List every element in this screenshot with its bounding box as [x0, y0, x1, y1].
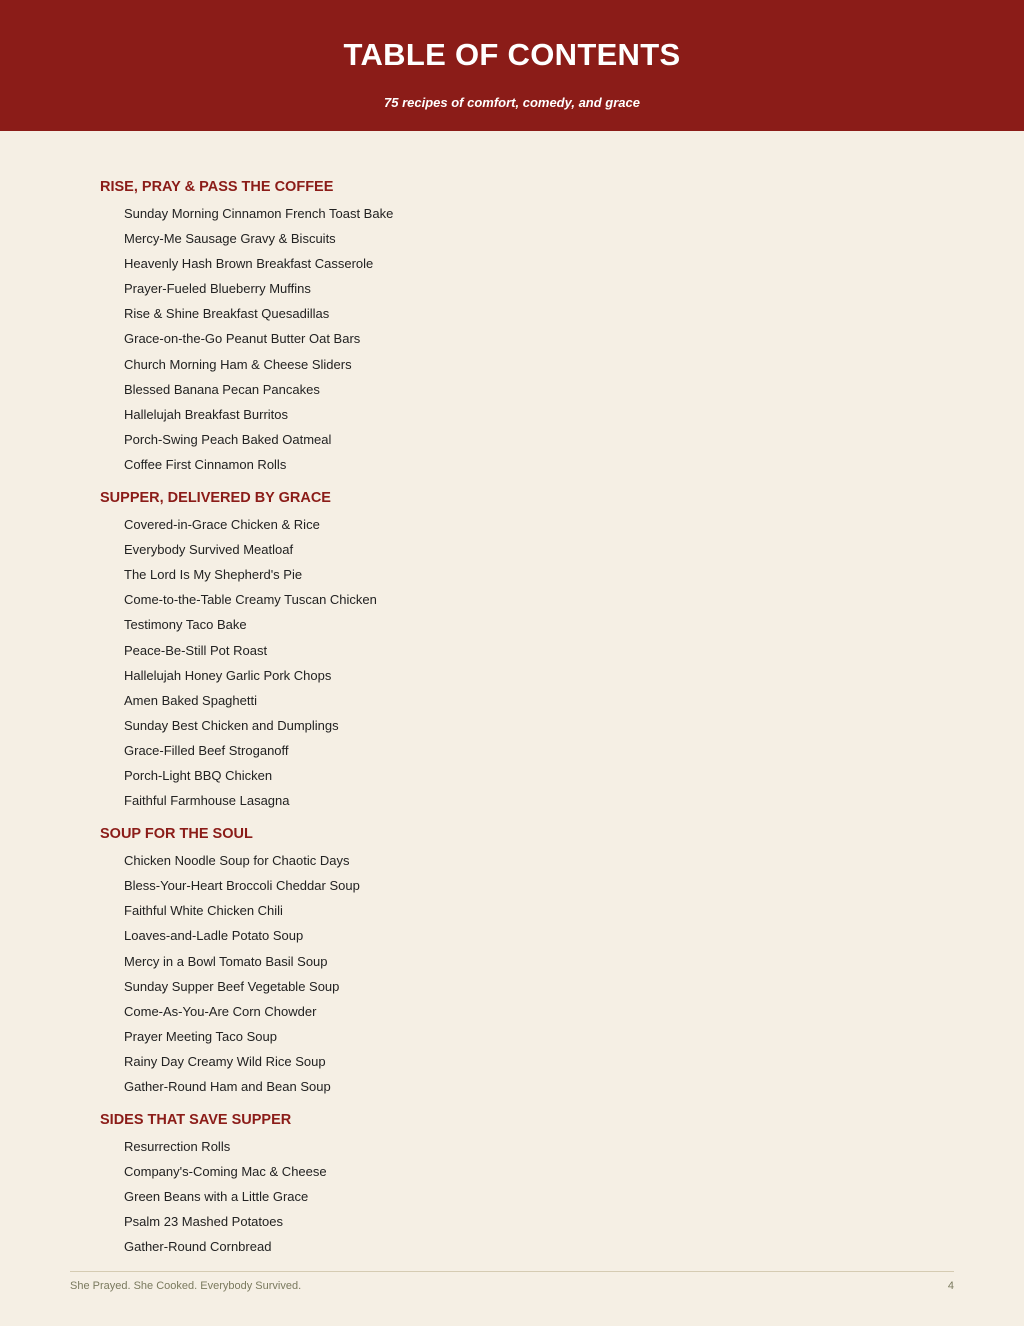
table-of-contents: [100, 176, 920, 1260]
recipe-item: Blessed Banana Pecan Pancakes: [124, 381, 320, 397]
recipe-item: Mercy in a Bowl Tomato Basil Soup: [124, 953, 328, 969]
recipe-item: Come-to-the-Table Creamy Tuscan Chicken: [124, 592, 377, 608]
recipe-item: Hallelujah Honey Garlic Pork Chops: [124, 667, 332, 683]
page-subtitle: 75 recipes of comfort, comedy, and grace: [384, 95, 640, 110]
toc-section-soup: [100, 823, 920, 1099]
recipe-item: Prayer Meeting Taco Soup: [124, 1028, 277, 1044]
recipe-item: Faithful Farmhouse Lasagna: [124, 793, 290, 809]
recipe-item: Gather-Round Cornbread: [124, 1239, 272, 1255]
recipe-item: Chicken Noodle Soup for Chaotic Days: [124, 853, 350, 869]
recipe-item: Grace-Filled Beef Stroganoff: [124, 742, 289, 758]
recipe-item: Peace-Be-Still Pot Roast: [124, 642, 268, 658]
recipe-list: [100, 1134, 920, 1259]
recipe-list: [100, 512, 920, 813]
recipe-item: Sunday Morning Cinnamon French Toast Bake: [124, 206, 394, 221]
recipe-item: Coffee First Cinnamon Rolls: [124, 456, 287, 472]
recipe-item: Grace-on-the-Go Peanut Butter Oat Bars: [124, 331, 361, 347]
section-title: SUPPER, DELIVERED BY GRACE: [100, 490, 331, 507]
footer-tagline: She Prayed. She Cooked. Everybody Survived.: [70, 1280, 302, 1292]
recipe-item: Mercy-Me Sausage Gravy & Biscuits: [124, 231, 336, 247]
recipe-item: Testimony Taco Bake: [124, 617, 247, 633]
recipe-item: Porch-Light BBQ Chicken: [124, 767, 273, 783]
recipe-item: Sunday Supper Beef Vegetable Soup: [124, 978, 340, 994]
page-header: [0, 0, 1024, 131]
section-title: SOUP FOR THE SOUL: [100, 826, 253, 843]
toc-section-supper: [100, 487, 920, 813]
recipe-item: Hallelujah Breakfast Burritos: [124, 406, 289, 422]
recipe-item: Sunday Best Chicken and Dumplings: [124, 717, 339, 733]
recipe-item: Church Morning Ham & Cheese Sliders: [124, 356, 352, 372]
recipe-item: Gather-Round Ham and Bean Soup: [124, 1079, 331, 1094]
recipe-item: Faithful White Chicken Chili: [124, 903, 283, 919]
recipe-item: Heavenly Hash Brown Breakfast Casserole: [124, 256, 374, 272]
recipe-item: Porch-Swing Peach Baked Oatmeal: [124, 431, 332, 447]
recipe-item: Rainy Day Creamy Wild Rice Soup: [124, 1053, 326, 1069]
recipe-item: Amen Baked Spaghetti: [124, 692, 257, 708]
recipe-item: Psalm 23 Mashed Potatoes: [124, 1214, 283, 1230]
toc-section-sides: [100, 1109, 920, 1259]
page-number: 4: [947, 1280, 954, 1292]
recipe-item: Everybody Survived Meatloaf: [124, 542, 294, 558]
recipe-item: Company's-Coming Mac & Cheese: [124, 1164, 327, 1180]
toc-section-breakfast: [100, 176, 920, 477]
recipe-item: Rise & Shine Breakfast Quesadillas: [124, 306, 330, 322]
recipe-item: Come-As-You-Are Corn Chowder: [124, 1003, 317, 1019]
footer-divider: [70, 1271, 954, 1272]
recipe-item: Loaves-and-Ladle Potato Soup: [124, 928, 304, 944]
recipe-item: Covered-in-Grace Chicken & Rice: [124, 517, 320, 533]
recipe-item: Green Beans with a Little Grace: [124, 1189, 309, 1205]
section-title: RISE, PRAY & PASS THE COFFEE: [100, 179, 334, 195]
section-title: SIDES THAT SAVE SUPPER: [100, 1112, 292, 1129]
recipe-item: The Lord Is My Shepherd's Pie: [124, 567, 303, 583]
recipe-item: Bless-Your-Heart Broccoli Cheddar Soup: [124, 878, 360, 894]
recipe-list: [100, 201, 920, 477]
recipe-item: Resurrection Rolls: [124, 1139, 231, 1155]
recipe-item: Prayer-Fueled Blueberry Muffins: [124, 281, 311, 297]
page-title: TABLE OF CONTENTS: [343, 37, 681, 72]
recipe-list: [100, 848, 920, 1099]
